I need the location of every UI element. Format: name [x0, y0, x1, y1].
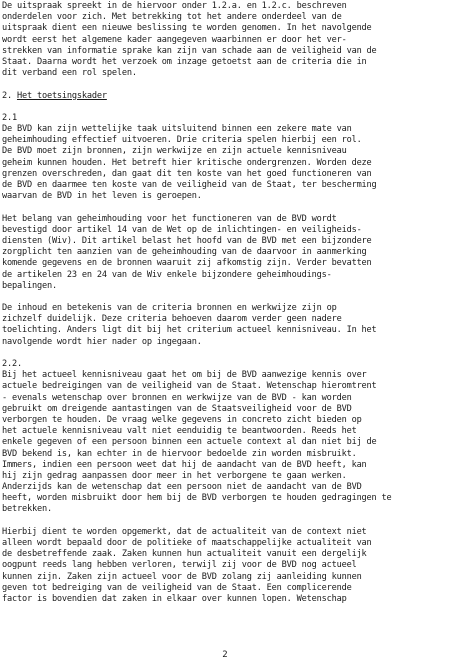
text-line: Bij het actueel kennisniveau gaat het om bij de BVD aanwezige kennis over	[2, 370, 367, 381]
paragraph	[2, 1, 448, 79]
text-line: gebruikt om dreigende aantastingen van de Staatsveiligheid voor de BVD	[2, 403, 352, 414]
text-line: De uitspraak spreekt in de hiervoor onder 1.2.a. en 1.2.c. beschreven	[2, 1, 347, 11]
text-line: heeft, worden misbruikt door hem bij de BVD verborgen te houden gedragingen te	[2, 493, 392, 504]
text-line: Staat. Daarna wordt het verzoek om inzage getoetst aan de criteria die in	[2, 56, 367, 67]
paragraph	[2, 359, 448, 516]
text-line: Het belang van geheimhouding voor het functioneren van de BVD wordt	[2, 213, 337, 224]
text-line: 2.2.	[2, 359, 22, 369]
text-line: Hierbij dient te worden opgemerkt, dat de actualiteit van de context niet	[2, 526, 367, 537]
paragraph-gap	[2, 348, 448, 359]
paragraph-gap	[2, 516, 448, 527]
text-line: waarvan de BVD in het leven is geroepen.	[2, 191, 202, 202]
text-line: oogpunt reeds lang hebben verloren, terwijl zij voor de BVD nog actueel	[2, 560, 357, 571]
text-line: toelichting. Anders ligt dit bij het criterium actueel kennisniveau. In het	[2, 325, 377, 336]
paragraph	[2, 527, 448, 605]
text-line: komende gegevens en de bronnen waaruit zij afkomstig zijn. Verder bevatten	[2, 258, 372, 269]
text-line: alleen wordt bepaald door de politieke of maatschappelijke actualiteit van	[2, 538, 372, 548]
text-line: wordt eerst het algemene kader aangegeven waarbinnen er door het ver-	[2, 34, 347, 45]
page-number: 2	[222, 650, 228, 660]
paragraph-gap	[2, 202, 448, 213]
text-line: BVD bekend is, kan echter in de hiervoor bedoelde zin worden misbruikt.	[2, 448, 357, 459]
text-line: geven tot bedreiging van de veiligheid van de Staat. Een complicerende	[2, 582, 352, 593]
text-line: de desbetreffende zaak. Zaken kunnen hun actualiteit vanuit een dergelijk	[2, 549, 367, 560]
text-line: grenzen overschreden, dan gaat dit ten koste van het goed functioneren van	[2, 168, 372, 179]
section-title: Het toetsingskader	[16, 90, 107, 101]
paragraph	[2, 214, 448, 292]
text-line: hij zijn gedrag aanpassen door meer in het verborgene te gaan werken.	[2, 470, 347, 481]
text-line: De inhoud en betekenis van de criteria bronnen en werkwijze zijn op	[2, 303, 337, 314]
text-line: de artikelen 23 en 24 van de Wiv enkele bijzondere geheimhoudings-	[2, 269, 332, 280]
text-line: Immers, indien een persoon weet dat hij de aandacht van de BVD heeft, kan	[2, 459, 367, 470]
text-line: het actuele kennisniveau valt niet eenduidig te beantwoorden. Reeds het	[2, 426, 357, 437]
paragraph-gap	[2, 102, 448, 113]
text-line: zorgplicht ten aanzien van de geheimhouding van de daarvoor in aanmerking	[2, 247, 367, 258]
text-line: bevestigd door artikel 14 van de Wet op de inlichtingen- en veiligheids-	[2, 224, 362, 235]
text-line: strekken van informatie sprake kan zijn van schade aan de veiligheid van de	[2, 45, 377, 56]
paragraph-gap	[2, 79, 448, 90]
text-line: enkele gegeven of een persoon binnen een actuele context al dan niet bij de	[2, 437, 377, 448]
section-heading	[2, 91, 448, 102]
text-line: zichzelf duidelijk. Deze criteria behoeven daarom verder geen nadere	[2, 314, 342, 325]
text-line: geheimhouding effectief uitvoeren. Drie criteria spelen hierbij een rol.	[2, 135, 362, 146]
text-line: uitspraak dient een nieuwe beslissing te worden genomen. In het navolgende	[2, 23, 372, 34]
text-line: De BVD moet zijn bronnen, zijn werkwijze en zijn actuele kennisniveau	[2, 146, 347, 157]
text-line: de BVD en daarmee ten koste van de veiligheid van de Staat, ter bescherming	[2, 180, 377, 190]
text-line: Anderzijds kan de wetenschap dat een persoon niet de aandacht van de BVD	[2, 482, 362, 493]
paragraph	[2, 303, 448, 348]
section-number: 2.	[2, 90, 17, 101]
paragraph-gap	[2, 292, 448, 303]
text-line: geheim kunnen houden. Het betreft hier kritische ondergrenzen. Worden deze	[2, 157, 372, 168]
text-line: navolgende wordt hier nader op ingegaan.	[2, 336, 202, 347]
text-line: - evenals wetenschap over bronnen en werkwijze van de BVD - kan worden	[2, 392, 352, 403]
text-line: kunnen zijn. Zaken zijn actueel voor de BVD zolang zij aanleiding kunnen	[2, 571, 362, 582]
text-line: factor is bovendien dat zaken in elkaar over kunnen lopen. Wetenschap	[2, 593, 347, 604]
text-line: De BVD kan zijn wettelijke taak uitsluitend binnen een zekere mate van	[2, 124, 352, 135]
paragraph	[2, 113, 448, 203]
document-body	[2, 1, 448, 605]
text-line: verborgen te houden. De vraag welke gegevens in concreto zicht bieden op	[2, 414, 362, 425]
text-line: onderdelen voor zich. Met betrekking tot het andere onderdeel van de	[2, 12, 342, 23]
text-line: dit verband een rol spelen.	[2, 68, 137, 79]
text-line: diensten (Wiv). Dit artikel belast het hoofd van de BVD met een bijzondere	[2, 235, 372, 246]
text-line: 2.1	[2, 112, 17, 123]
text-line: actuele bedreigingen van de veiligheid van de Staat. Wetenschap hieromtrent	[2, 381, 377, 392]
text-line: bepalingen.	[2, 280, 57, 291]
text-line: betrekken.	[2, 504, 52, 515]
